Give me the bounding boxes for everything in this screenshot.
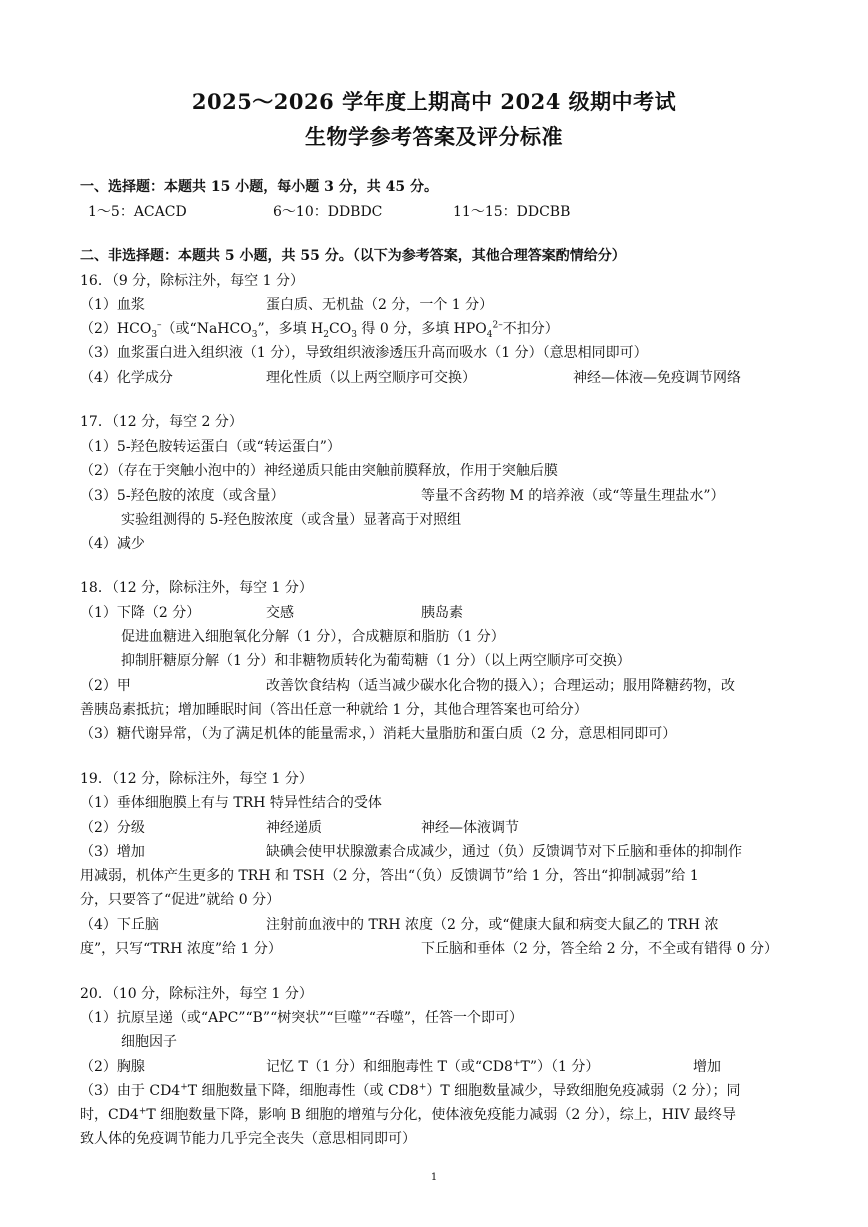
- section1-heading: 一、选择题：本题共 15 小题，每小题 3 分，共 45 分。: [80, 179, 438, 195]
- q20-answer-1-cont: 细胞因子: [121, 1034, 177, 1050]
- q19-answer-4-cont: [80, 939, 798, 959]
- q16-heading: 16．（9 分，除标注外，每空 1 分）: [80, 273, 304, 289]
- q19-heading: 19．（12 分，除标注外，每空 1 分）: [80, 771, 313, 787]
- q16-4-c: 神经—体液—免疫调节网络: [573, 370, 741, 386]
- q20-2-c: +: [512, 1058, 521, 1069]
- q20-3-a: （3）由于 CD4: [80, 1083, 181, 1099]
- q16-1-b: 蛋白质、无机盐（2 分，一个 1 分）: [266, 297, 494, 313]
- q16-answer-2: [80, 319, 798, 339]
- q20-answer-2: [80, 1057, 798, 1077]
- q16-2-k: 4: [486, 329, 493, 340]
- q19-answer-3-cont-b: 分，只要答了“促进”就给 0 分）: [80, 892, 281, 908]
- q16-answer-1: [80, 295, 798, 315]
- exam-subtitle: 生物学参考答案及评分标准: [305, 124, 563, 149]
- q16-2-h: CO: [329, 321, 352, 337]
- q16-4-b: 理化性质（以上两空顺序可交换）: [266, 370, 476, 386]
- q19-2-c: 神经—体液调节: [421, 820, 519, 836]
- q20-3-h: T 细胞数量下降，影响 B 细胞的增殖与分化，使体液免疫能力减弱（2 分），综上，HIV 最终导: [146, 1107, 737, 1123]
- q20-3-e: ）T 细胞数量减少，导致细胞免疫减弱（2 分）；同: [426, 1083, 741, 1099]
- q16-2-a: （2）HCO: [80, 321, 152, 337]
- q17-3-b: 等量不含药物 M 的培养液（或“等量生理盐水”）: [421, 488, 725, 504]
- q20-3-g: +: [138, 1106, 147, 1117]
- q20-3-b: +: [180, 1082, 188, 1093]
- q19-answer-3-cont-a: 用减弱，机体产生更多的 TRH 和 TSH（2 分，答出“（负）反馈调节”给 1 分，答出“抑制减弱”给 1: [80, 868, 699, 884]
- q18-1-c: 胰岛素: [421, 605, 463, 621]
- q17-answer-4: （4）减少: [80, 536, 145, 552]
- q17-answer-3-cont: 实验组测得的 5-羟色胺浓度（或含量）显著高于对照组: [121, 512, 462, 528]
- choice-answers-6-10: 6～10：DDBDC: [273, 204, 383, 220]
- q19-3-a: （3）增加: [80, 844, 145, 860]
- q19-answer-4: [80, 915, 798, 935]
- q19-2-b: 神经递质: [266, 820, 322, 836]
- choice-answers-1-5: 1～5：ACACD: [88, 204, 187, 220]
- q18-2-b: 改善饮食结构（适当减少碳水化合物的摄入）；合理运动；服用降糖药物，改: [266, 678, 735, 694]
- q16-2-c: –: [157, 320, 162, 331]
- q19-4-c: 度”，只写“TRH 浓度”给 1 分）: [80, 941, 282, 957]
- q16-4-a: （4）化学成分: [80, 370, 173, 386]
- q20-2-e: 增加: [693, 1059, 721, 1075]
- q20-3-d: +: [418, 1082, 427, 1093]
- q17-answer-2: （2）（存在于突触小泡中的）神经递质只能由突触前膜释放，作用于突触后膜: [80, 463, 558, 479]
- q18-2-a: （2）甲: [80, 678, 131, 694]
- q18-answer-1: [80, 603, 798, 623]
- q16-2-m: 不扣分）: [502, 321, 559, 337]
- q20-2-b: [266, 1057, 599, 1077]
- q17-answer-1: （1）5-羟色胺转运蛋白（或“转运蛋白”）: [80, 439, 341, 455]
- q20-heading: 20．（10 分，除标注外，每空 1 分）: [80, 986, 313, 1002]
- q20-2-b-text: 记忆 T（1 分）和细胞毒性 T（或“CD8: [266, 1059, 513, 1075]
- q18-answer-2: [80, 676, 798, 696]
- q16-2-f: ”，多填 H: [257, 321, 324, 337]
- q16-answer-3: （3）血浆蛋白进入组织液（1 分），导致组织液渗透压升高而吸水（1 分）（意思相同即可）: [80, 345, 648, 361]
- q16-2-e: 3: [251, 329, 258, 340]
- page-number: 1: [430, 1172, 438, 1183]
- q17-answer-3: [80, 486, 798, 506]
- choice-answers-11-15: 11～15：DDCBB: [453, 204, 571, 220]
- q20-3-f: 时，CD4: [80, 1107, 139, 1123]
- q19-4-a: （4）下丘脑: [80, 917, 159, 933]
- q17-heading: 17．（12 分，每空 2 分）: [80, 414, 243, 430]
- q19-2-a: （2）分级: [80, 820, 145, 836]
- q19-answer-3: [80, 842, 798, 862]
- q18-answer-2-cont: 善胰岛素抵抗；增加睡眠时间（答出任意一种就给 1 分，其他合理答案也可给分）: [80, 702, 588, 718]
- q18-1-a: （1）下降（2 分）: [80, 605, 201, 621]
- q19-answer-2: [80, 818, 798, 838]
- q20-answer-1: （1）抗原呈递（或“APC”“B”“树突状”“巨噬”“吞噬”，任答一个即可）: [80, 1010, 524, 1026]
- exam-title: 2025～2026 学年度上期高中 2024 级期中考试: [191, 89, 677, 114]
- q16-1-a: （1）血浆: [80, 297, 145, 313]
- q16-2-d: （或“NaHCO: [161, 321, 252, 337]
- q20-answer-3-cont-a: [80, 1105, 798, 1125]
- q16-2-l: 2–: [492, 320, 503, 331]
- q19-4-b: 注射前血液中的 TRH 浓度（2 分，或“健康大鼠和病变大鼠乙的 TRH 浓: [266, 917, 719, 933]
- q16-answer-4: [80, 368, 798, 388]
- q20-2-d: T”）（1 分）: [520, 1059, 600, 1075]
- choice-answers-row: [80, 202, 798, 222]
- q18-answer-3: （3）糖代谢异常，（为了满足机体的能量需求，）消耗大量脂肪和蛋白质（2 分，意思相同即可）: [80, 726, 677, 742]
- q16-2-i: 3: [351, 329, 357, 340]
- q16-2-b: 3: [151, 329, 158, 340]
- q17-3-a: （3）5-羟色胺的浓度（或含量）: [80, 488, 285, 504]
- q20-3-c: T 细胞数量下降，细胞毒性（或 CD8: [187, 1083, 419, 1099]
- q16-2-j: 得 0 分，多填 HPO: [356, 321, 487, 337]
- q18-heading: 18．（12 分，除标注外，每空 1 分）: [80, 580, 313, 596]
- q19-4-d: 下丘脑和垂体（2 分，答全给 2 分，不全或有错得 0 分）: [421, 941, 778, 957]
- q20-answer-3: [80, 1081, 798, 1101]
- q18-answer-1-cont-a: 促进血糖进入细胞氧化分解（1 分），合成糖原和脂肪（1 分）: [121, 629, 505, 645]
- q20-answer-3-cont-b: 致人体的免疫调节能力几乎完全丧失（意思相同即可）: [80, 1131, 416, 1147]
- q16-2-g: 2: [323, 329, 329, 340]
- section2-heading: 二、非选择题：本题共 5 小题，共 55 分。（以下为参考答案，其他合理答案酌情给分）: [80, 248, 626, 264]
- q19-answer-1: （1）垂体细胞膜上有与 TRH 特异性结合的受体: [80, 795, 382, 811]
- q19-3-b: 缺碘会使甲状腺激素合成减少，通过（负）反馈调节对下丘脑和垂体的抑制作: [266, 844, 742, 860]
- q18-1-b: 交感: [266, 605, 294, 621]
- q20-2-a: （2）胸腺: [80, 1059, 145, 1075]
- q18-answer-1-cont-b: 抑制肝糖原分解（1 分）和非糖物质转化为葡萄糖（1 分）（以上两空顺序可交换）: [121, 653, 631, 669]
